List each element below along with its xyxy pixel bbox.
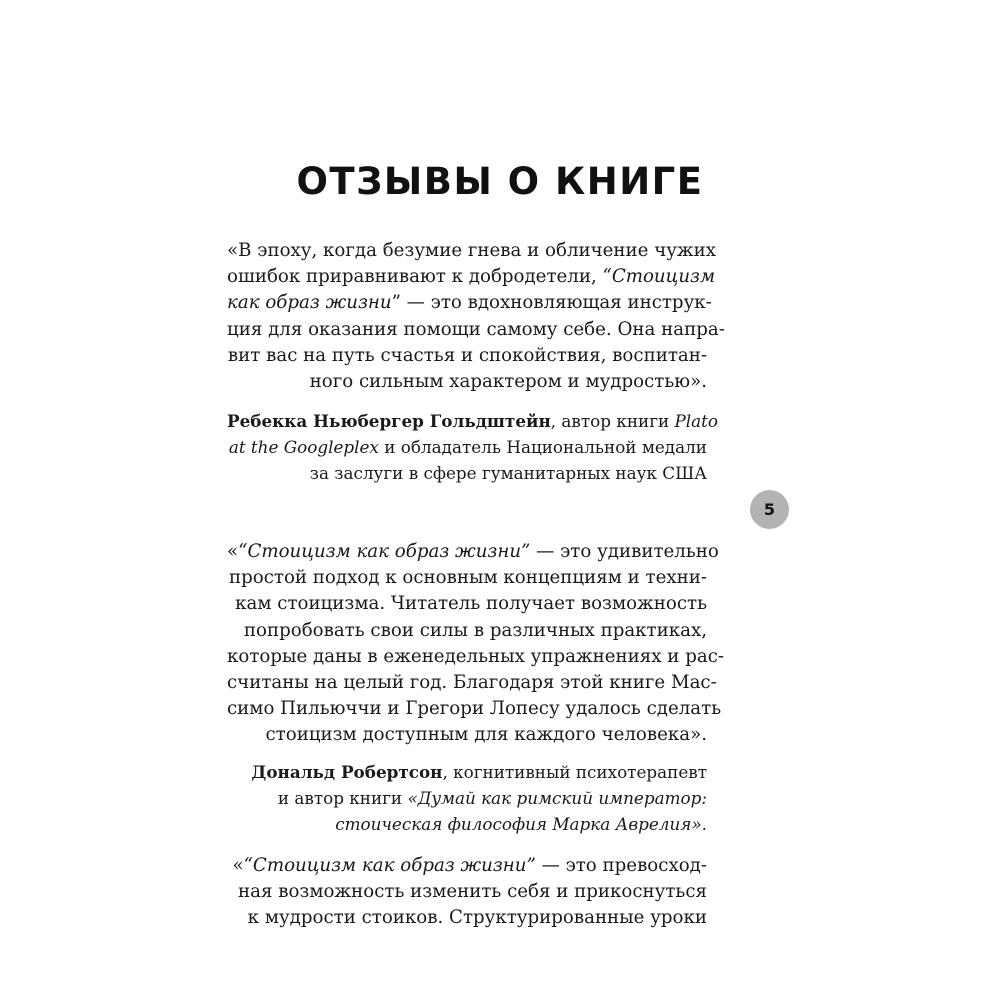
author-name: Ребекка Ньюбергер Гольдштейн [227,411,551,431]
review-2-quote [227,539,725,749]
italic-title: «Думай как римский император: [407,788,707,808]
text-line [227,565,707,591]
text-line [227,670,717,696]
text-line [227,618,707,644]
italic-title: стоическая философия Марка Аврелия» [335,814,702,834]
text-segment: кам стоицизма. Читатель получает возможность [235,593,707,615]
text-line [227,460,707,486]
text-line [227,369,707,395]
text-segment: попробовать свои силы в различных практиках, [243,619,707,641]
author-name: Дональд Робертсон [251,762,443,782]
italic-title: at the Googleplex [228,437,379,457]
text-segment: к мудрости стоиков. Структурированные уроки [247,907,707,929]
text-segment: , автор книги [550,411,675,431]
text-segment: симо Пильюччи и Грегори Лопесу удалось сделать [227,698,722,720]
text-line [227,785,707,811]
text-segment: , когнитивный психотерапевт [442,762,707,782]
text-segment: — это превосход- [535,855,707,876]
text-line [227,290,712,316]
text-segment: . [701,814,707,834]
italic-title: “Стоицизм [602,266,716,288]
italic-title: как образ жизни [227,292,392,314]
text-segment: — это удивительно [530,541,719,562]
review-2-attribution [227,759,707,837]
page-title: ОТЗЫВЫ О КНИГЕ [296,160,704,203]
text-line [227,879,707,905]
text-line [227,905,707,931]
text-segment: за заслуги в сфере гуманитарных наук США [309,463,707,483]
text-segment: « [232,855,244,876]
text-segment: ошибок приравнивают к добродетели, [227,266,603,288]
text-segment: «В эпоху, когда безумие гнева и обличение чужих [227,240,717,261]
text-segment: ного сильным характером и мудростью». [309,371,707,393]
text-segment: которые даны в еженедельных упражнениях и рас- [227,645,725,667]
text-line [227,696,722,722]
page-number-badge: 5 [750,490,789,529]
review-3-quote [227,853,707,932]
italic-title: “Стоицизм как образ жизни” [238,541,531,562]
review-1-attribution [227,408,719,486]
text-line [227,317,725,343]
text-segment: вит вас на путь счастья и спокойствия, воспитан- [227,344,707,366]
text-line [227,591,707,617]
text-line [227,264,716,290]
text-segment: « [227,541,239,562]
review-1-quote [227,238,725,395]
text-segment: простой подход к основным концепциям и техни- [228,567,707,589]
text-line [227,759,707,785]
text-line [227,722,707,748]
text-line [227,644,725,670]
text-line [227,539,719,565]
text-segment: ция для оказания помощи самому себе. Она напра- [227,318,725,340]
text-line [227,434,707,460]
text-segment: стоицизм доступным для каждого человека». [265,724,707,746]
text-line [227,811,707,837]
text-line [227,408,719,434]
italic-title: “Стоицизм как образ жизни” [243,855,536,876]
text-line [227,853,707,879]
text-line [227,343,707,369]
text-segment: считаны на целый год. Благодаря этой книге Мас- [227,672,717,694]
text-segment: и автор книги [277,788,408,808]
text-segment: ” — это вдохновляющая инструк- [391,292,712,314]
italic-title: Plato [674,411,719,431]
text-segment: и обладатель Национальной медали [378,437,707,457]
text-line [227,238,717,264]
text-segment: ная возможность изменить себя и прикоснуться [238,881,707,903]
